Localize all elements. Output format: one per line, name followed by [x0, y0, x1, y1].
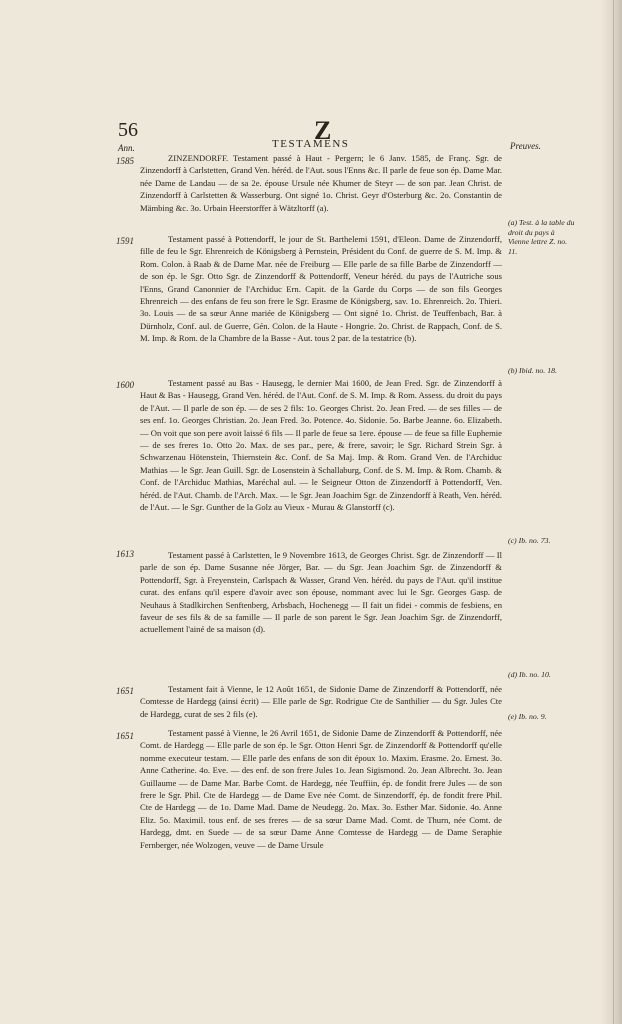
entry-year: 1585	[116, 156, 134, 166]
margin-note-b: (b) Ibid. no. 18.	[508, 366, 557, 375]
entry-text	[140, 549, 502, 636]
page-edge-shadow	[600, 0, 622, 1024]
entry-year: 1651	[116, 731, 134, 741]
entry-text-content: Testament passé au Bas - Hausegg, le dernier Mai 1600, de Jean Fred. Sgr. de Zinzendorff à Haut & Bas - Hausegg, Grand Ven. héréd. de l'Aut. Conf. de S. M. Imp. & Rom. Assess. du droit du pays de l'Aut. — Il parle de son ép. — de ses 2 fils: 1o. Georges Christ. 2o. Jean Fred. — de ses filles — de ses enf. 1o. Georges Christian. 2o. Jean Fred. 3o. Potence. 4o. Sidonie. 5o. Barbe Jeanne. 6o. Elizabeth. — On voit que son pere avoit laissé 6 fils — Il parle de feue sa 1ere. épouse — de feue sa fille Euphemie — de ses freres 1o. Otto 2o. Max. de ses par., pere, & frere, savoir; le Sgr. Richard Strein Sgr. à Schwarzenau Hötenstein, Thiernstein &c. Conf. de Sa Maj. Imp. & Rom. Grand Ven. de l'Archiduc Mathias — le Sgr. Jean Guill. Sgr. de Losenstein à Schallaburg, Conf. de S. M. Imp. & Rom. Chamb. & Conf. de l'Archiduc Mathias, Maréchal aul. — le Seigneur Otton de Zinzendorff à Pottendorff, Ven. héréd. de l'Aut. Chamb. de l'Arch. Max. — le Sgr. Jean Joachim Sgr. de Zinzendorff à Reath, Ven. héréd. de l'Aut. — le Sgr. Gunther de la Golz au Vieux - Murau & Glanstorff (c).	[140, 378, 502, 513]
year-column-label: Ann.	[118, 143, 135, 153]
margin-note-d: (d) Ib. no. 10.	[508, 670, 551, 679]
margin-note-e: (e) Ib. no. 9.	[508, 712, 547, 721]
entry-text	[140, 727, 502, 851]
entry-year: 1591	[116, 236, 134, 246]
entry-text-content: Testament fait à Vienne, le 12 Août 1651, de Sidonie Dame de Zinzendorff & Pottendorff, née Comtesse de Hardegg (ainsi écrit) — Elle parle de Sgr. Rodrigue Cte de Santhilier — du Sgr. Jules Cte de Hardegg, curat de ses 2 fils (e).	[140, 684, 502, 719]
proofs-column-label: Preuves.	[510, 141, 541, 151]
margin-note-c: (c) Ib. no. 73.	[508, 536, 551, 545]
entry-text	[140, 233, 502, 345]
entry-text-content: Testament passé à Carlstetten, le 9 Novembre 1613, de Georges Christ. Sgr. de Zinzendorff — Il parle de son ép. Dame Susanne née Jörger, Bar. — du Sgr. Jean Joachim Sgr. de Zinzendorff & Pottendorff, Sgr. à Freyenstein, Carlspach & Wasser, Grand Ven. héréd. du pays de l'Aut. qu'il institue curat. des enfans qu'il espere d'avoir avec son épouse, nommant avec lui le Sgr. Georges Gasp. de Neuhaus à Stadlkirchen Senftenberg, Arbsbach, Hochenegg — Il fait un fidei - commis de fesbiens, en faveur de ses fils & de sa famille — Il parle de son parent le Sgr. Jean Joachim Sgr. de Zinzendorff, actuellement l'ainé de sa maison (d).	[140, 550, 502, 635]
entry-text	[140, 152, 502, 214]
page-number: 56	[118, 119, 138, 141]
section-letter: Z	[314, 116, 332, 145]
running-title: TESTAMENS	[272, 138, 350, 150]
page-fold-line	[613, 0, 614, 1024]
entry-year: 1613	[116, 549, 134, 559]
entry-text	[140, 683, 502, 720]
entry-text-content: Testament passé à Vienne, le 26 Avril 1651, de Sidonie Dame de Zinzendorff & Pottendorff, née Comt. de Hardegg — Elle parle de son ép. le Sgr. Otton Henri Sgr. de Zinzendorff & Pottendorff qu'elle nomme executeur testam. — Elle parle des enfans de son dit époux 1o. Maxim. Erasme. 2o. Ernest. 3o. Anne Catherine. 4o. Eve. — des enf. de son frere Jules 1o. Jean Sigismond. 2o. Jean Albrecht. 3o. Jean Guillaume — de Dame Mar. Barbe Comt. de Hardegg, née Teuffiin, ép. de fondit frere Jules — de son frere le Sgr. Phil. Cte de Hardegg — de Dame Eve née Comt. de Sinzendorff, ép. de fondit frere Phil. Cte de Hardegg — de 1o. Dame Mad. Dame de Neudegg. 2o. Max. 3o. Esther Mar. Sidonie. 4o. Anne Eliz. 5o. Maximil. tous enf. de ses freres — de sa sœur Dame Mad. Comt. de Thurn, née Comt. de Hardegg, dmt. en Suede — de sa sœur Dame Anne Comtesse de Hardegg — de Dame Seraphie Fernberger, née Wolzogen, veuve — de Dame Ursule	[140, 728, 502, 850]
margin-note-a: (a) Test. à la table du droit du pays à Vienne lettre Z. no. 11.	[508, 218, 575, 256]
entry-text-content: ZINZENDORFF. Testament passé à Haut - Pergern; le 6 Janv. 1585, de Franç. Sgr. de Zinzendorff à Carlstetten, Grand Ven. héréd. de l'Aut. sous l'Enns &c. Il parle de feue son ép. Dame Mar. née Dame de Landau — de sa 2e. épouse Ursule née Khumer de Steyr — de son par. Jean Christ. de Zinzendorff à Carlstetten & Wasserburg. Ont signé 1o. Christ. Geyr d'Osterburg &c. 2o. Constantin de Mämbing &c. 3o. Urbain Heerstorffer à Wätzltorff (a).	[140, 153, 502, 213]
entry-text-content: Testament passé à Pottendorff, le jour de St. Barthelemi 1591, d'Eleon. Dame de Zinzendorff, fille de feu le Sgr. Ehrenreich de Königsberg à Pernstein, Président du Conf. de guerre de S. M. Imp. & Rom. Colon. à Raab & de Dame Mar. née de Freiburg — Elle parle de sa fille Barbe de Zinzendorff — de son ép. le Sgr. Otto Sgr. de Zinzendorff & Pottendorff, Veneur héréd. du pays de l'Autriche sous l'Enns, Grand Canonnier de l'Archiduc Ern. Capit. de la Garde du Corps — de son fils Georges Ehrenreich — des enfans de feu son frere le Sgr. Erasme de Königsberg, sav. 1o. Ehrenreich. 2o. Thieri. 3o. Louis — de sa sœur Anne mariée de Königsberg — Ont signé 1o. Christ. de Teuffenbach, Bar. à Dürnholz, Conf. aul. de Guerre, Gén. Colon. de la Haute - Hongrie. 2o. Christ. de Rappach, Conf. de S. M. Imp. & Rom. de la Chambre de la Basse - Aut. tous 2 par. de la testatrice (b).	[140, 234, 502, 344]
entry-text	[140, 377, 502, 513]
entry-year: 1651	[116, 686, 134, 696]
entry-year: 1600	[116, 380, 134, 390]
